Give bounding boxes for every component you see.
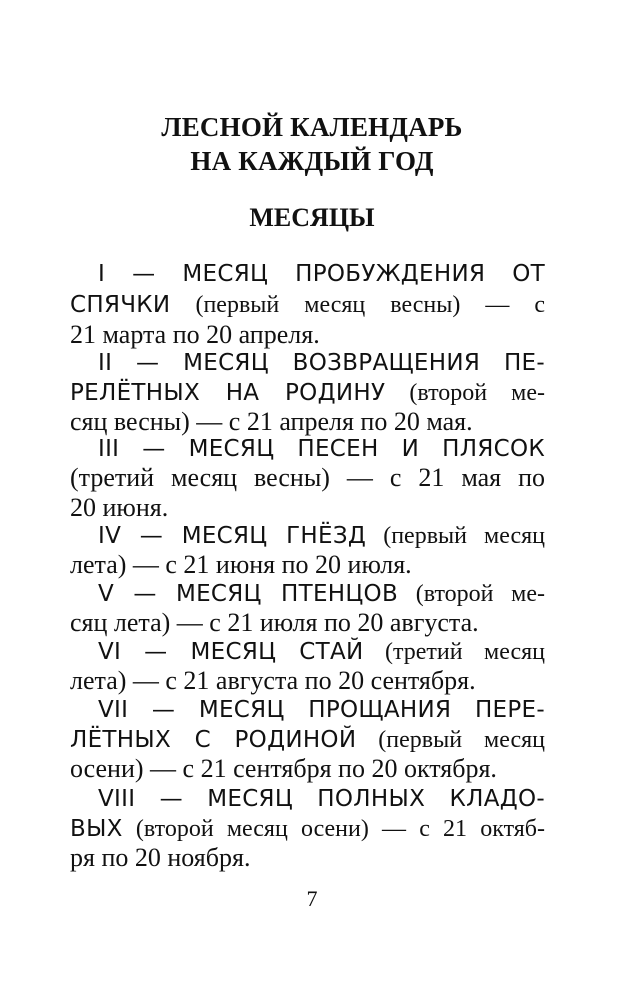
month-7-line-3: осени) — с 21 сентября по 20 октября. <box>70 754 497 783</box>
month-6-line-2: лета) — с 21 августа по 20 сентября. <box>70 666 476 695</box>
month-1-line-2: СПЯЧКИ (первый месяц весны) — с <box>70 292 545 318</box>
month-5-line-2: сяц лета) — с 21 июля по 20 августа. <box>70 608 479 637</box>
month-2-line-3: сяц весны) — с 21 апреля по 20 мая. <box>70 407 473 436</box>
title-line-2: НА КАЖДЫЙ ГОД <box>190 146 434 176</box>
month-8-line-3: ря по 20 ноября. <box>70 843 251 872</box>
month-8-line-2: ВЫХ (второй месяц осени) — с 21 октяб- <box>70 816 545 842</box>
month-5-line-1: V — МЕСЯЦ ПТЕНЦОВ (второй ме- <box>98 581 546 607</box>
month-7-line-2: ЛЁТНЫХ С РОДИНОЙ (первый месяц <box>70 727 545 753</box>
month-2-line-2: РЕЛЁТНЫХ НА РОДИНУ (второй ме- <box>70 380 545 406</box>
month-4-line-1: IV — МЕСЯЦ ГНЁЗД (первый месяц <box>98 523 546 549</box>
month-1-line-1: I — МЕСЯЦ ПРОБУЖДЕНИЯ ОТ <box>98 261 545 287</box>
month-8-line-1: VIII — МЕСЯЦ ПОЛНЫХ КЛАДО- <box>98 786 545 812</box>
section-heading: МЕСЯЦЫ <box>249 203 375 232</box>
month-2-line-1: II — МЕСЯЦ ВОЗВРАЩЕНИЯ ПЕ- <box>98 350 545 376</box>
month-6-line-1: VI — МЕСЯЦ СТАЙ (третий месяц <box>98 639 545 665</box>
month-4-line-2: лета) — с 21 июня по 20 июля. <box>70 550 412 579</box>
month-3-line-3: 20 июня. <box>70 493 169 522</box>
month-3-line-1: III — МЕСЯЦ ПЕСЕН И ПЛЯСОК <box>98 436 545 462</box>
title-line-1: ЛЕСНОЙ КАЛЕНДАРЬ <box>161 112 463 142</box>
month-3-line-2: (третий месяц весны) — с 21 мая по <box>70 463 545 492</box>
month-1-line-3: 21 марта по 20 апреля. <box>70 320 320 349</box>
month-7-line-1: VII — МЕСЯЦ ПРОЩАНИЯ ПЕРЕ- <box>98 697 545 723</box>
page-number: 7 <box>306 886 318 911</box>
